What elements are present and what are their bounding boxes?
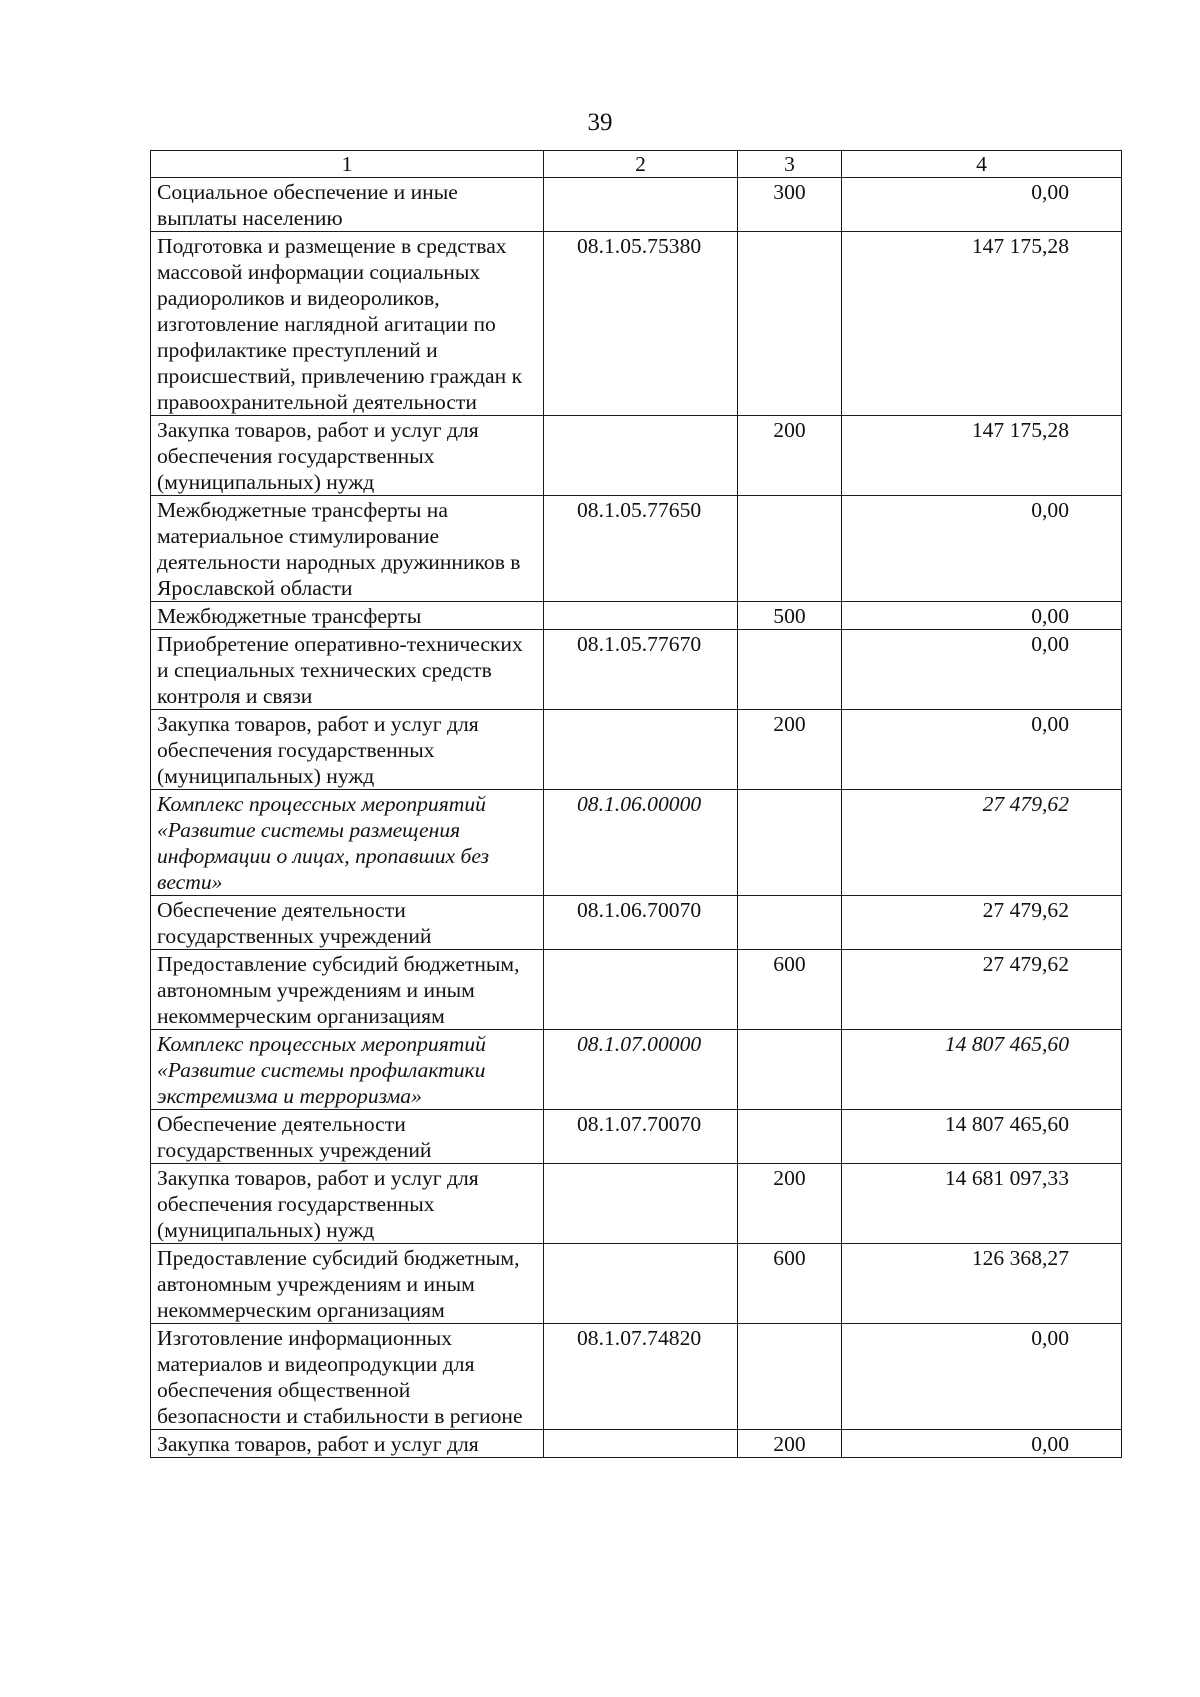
table-row <box>151 232 1122 416</box>
row-type-cell <box>738 1324 842 1430</box>
table-row <box>151 1030 1122 1110</box>
row-name-cell: Предоставление субсидий бюджетным, автономным учреждениям и иным некоммерческим организациям <box>151 950 544 1030</box>
row-type-cell: 600 <box>738 1244 842 1324</box>
row-amount-cell: 27 479,62 <box>842 896 1122 950</box>
row-name-cell: Межбюджетные трансферты на материальное стимулирование деятельности народных дружинников в Ярославской области <box>151 496 544 602</box>
row-name-cell: Подготовка и размещение в средствах массовой информации социальных радиороликов и видеороликов, изготовление наглядной агитации по профилактике преступлений и происшествий, привлечению граждан к правоохранительной деятельности <box>151 232 544 416</box>
table-row <box>151 790 1122 896</box>
header-cell-1: 1 <box>151 151 544 178</box>
row-amount-cell: 0,00 <box>842 1430 1122 1458</box>
table-row <box>151 1324 1122 1430</box>
row-name-cell: Закупка товаров, работ и услуг для обеспечения государственных (муниципальных) нужд <box>151 710 544 790</box>
row-amount-cell: 27 479,62 <box>842 950 1122 1030</box>
row-code-cell: 08.1.06.70070 <box>544 896 738 950</box>
row-code-cell <box>544 178 738 232</box>
row-type-cell: 600 <box>738 950 842 1030</box>
row-name-cell: Закупка товаров, работ и услуг для <box>151 1430 544 1458</box>
row-name-cell: Комплекс процессных мероприятий «Развитие системы размещения информации о лицах, пропавших без вести» <box>151 790 544 896</box>
row-name-cell: Обеспечение деятельности государственных учреждений <box>151 896 544 950</box>
row-code-cell <box>544 1164 738 1244</box>
table-row <box>151 1110 1122 1164</box>
row-name-cell: Предоставление субсидий бюджетным, автономным учреждениям и иным некоммерческим организациям <box>151 1244 544 1324</box>
row-type-cell: 200 <box>738 1430 842 1458</box>
row-code-cell <box>544 710 738 790</box>
row-amount-cell: 0,00 <box>842 178 1122 232</box>
row-name-cell: Приобретение оперативно-технических и специальных технических средств контроля и связи <box>151 630 544 710</box>
row-name-cell: Комплекс процессных мероприятий «Развитие системы профилактики экстремизма и терроризма» <box>151 1030 544 1110</box>
table-row <box>151 1164 1122 1244</box>
table-row <box>151 896 1122 950</box>
table-row <box>151 416 1122 496</box>
row-name-cell: Межбюджетные трансферты <box>151 602 544 630</box>
row-code-cell: 08.1.06.00000 <box>544 790 738 896</box>
row-amount-cell: 14 807 465,60 <box>842 1110 1122 1164</box>
row-type-cell <box>738 630 842 710</box>
row-name-cell: Изготовление информационных материалов и видеопродукции для обеспечения общественной безопасности и стабильности в регионе <box>151 1324 544 1430</box>
row-code-cell <box>544 1244 738 1324</box>
table-row <box>151 178 1122 232</box>
row-type-cell <box>738 1030 842 1110</box>
row-amount-cell: 0,00 <box>842 1324 1122 1430</box>
row-code-cell <box>544 950 738 1030</box>
row-amount-cell: 0,00 <box>842 710 1122 790</box>
row-name-cell: Закупка товаров, работ и услуг для обеспечения государственных (муниципальных) нужд <box>151 1164 544 1244</box>
row-amount-cell: 0,00 <box>842 630 1122 710</box>
table-row <box>151 602 1122 630</box>
row-code-cell: 08.1.07.70070 <box>544 1110 738 1164</box>
row-amount-cell: 14 681 097,33 <box>842 1164 1122 1244</box>
row-code-cell: 08.1.05.75380 <box>544 232 738 416</box>
header-cell-4: 4 <box>842 151 1122 178</box>
row-amount-cell: 0,00 <box>842 602 1122 630</box>
row-type-cell <box>738 790 842 896</box>
row-code-cell: 08.1.07.00000 <box>544 1030 738 1110</box>
header-cell-2: 2 <box>544 151 738 178</box>
budget-table <box>150 150 1122 1458</box>
table-body <box>151 151 1122 1458</box>
row-amount-cell: 14 807 465,60 <box>842 1030 1122 1110</box>
row-code-cell: 08.1.07.74820 <box>544 1324 738 1430</box>
row-type-cell: 500 <box>738 602 842 630</box>
row-code-cell: 08.1.05.77670 <box>544 630 738 710</box>
row-amount-cell: 147 175,28 <box>842 232 1122 416</box>
table-row <box>151 1430 1122 1458</box>
row-name-cell: Обеспечение деятельности государственных учреждений <box>151 1110 544 1164</box>
row-amount-cell: 147 175,28 <box>842 416 1122 496</box>
row-code-cell <box>544 416 738 496</box>
row-type-cell: 200 <box>738 416 842 496</box>
table-row <box>151 496 1122 602</box>
header-cell-3: 3 <box>738 151 842 178</box>
row-code-cell: 08.1.05.77650 <box>544 496 738 602</box>
row-name-cell: Социальное обеспечение и иные выплаты населению <box>151 178 544 232</box>
row-name-cell: Закупка товаров, работ и услуг для обеспечения государственных (муниципальных) нужд <box>151 416 544 496</box>
table-header-row <box>151 151 1122 178</box>
table-row <box>151 630 1122 710</box>
row-amount-cell: 0,00 <box>842 496 1122 602</box>
row-type-cell: 200 <box>738 1164 842 1244</box>
row-type-cell: 200 <box>738 710 842 790</box>
row-type-cell <box>738 896 842 950</box>
row-type-cell <box>738 1110 842 1164</box>
row-type-cell: 300 <box>738 178 842 232</box>
row-code-cell <box>544 602 738 630</box>
row-amount-cell: 126 368,27 <box>842 1244 1122 1324</box>
table-row <box>151 950 1122 1030</box>
row-amount-cell: 27 479,62 <box>842 790 1122 896</box>
row-type-cell <box>738 496 842 602</box>
row-type-cell <box>738 232 842 416</box>
page-number: 39 <box>587 109 613 136</box>
table-row <box>151 1244 1122 1324</box>
row-code-cell <box>544 1430 738 1458</box>
table-row <box>151 710 1122 790</box>
